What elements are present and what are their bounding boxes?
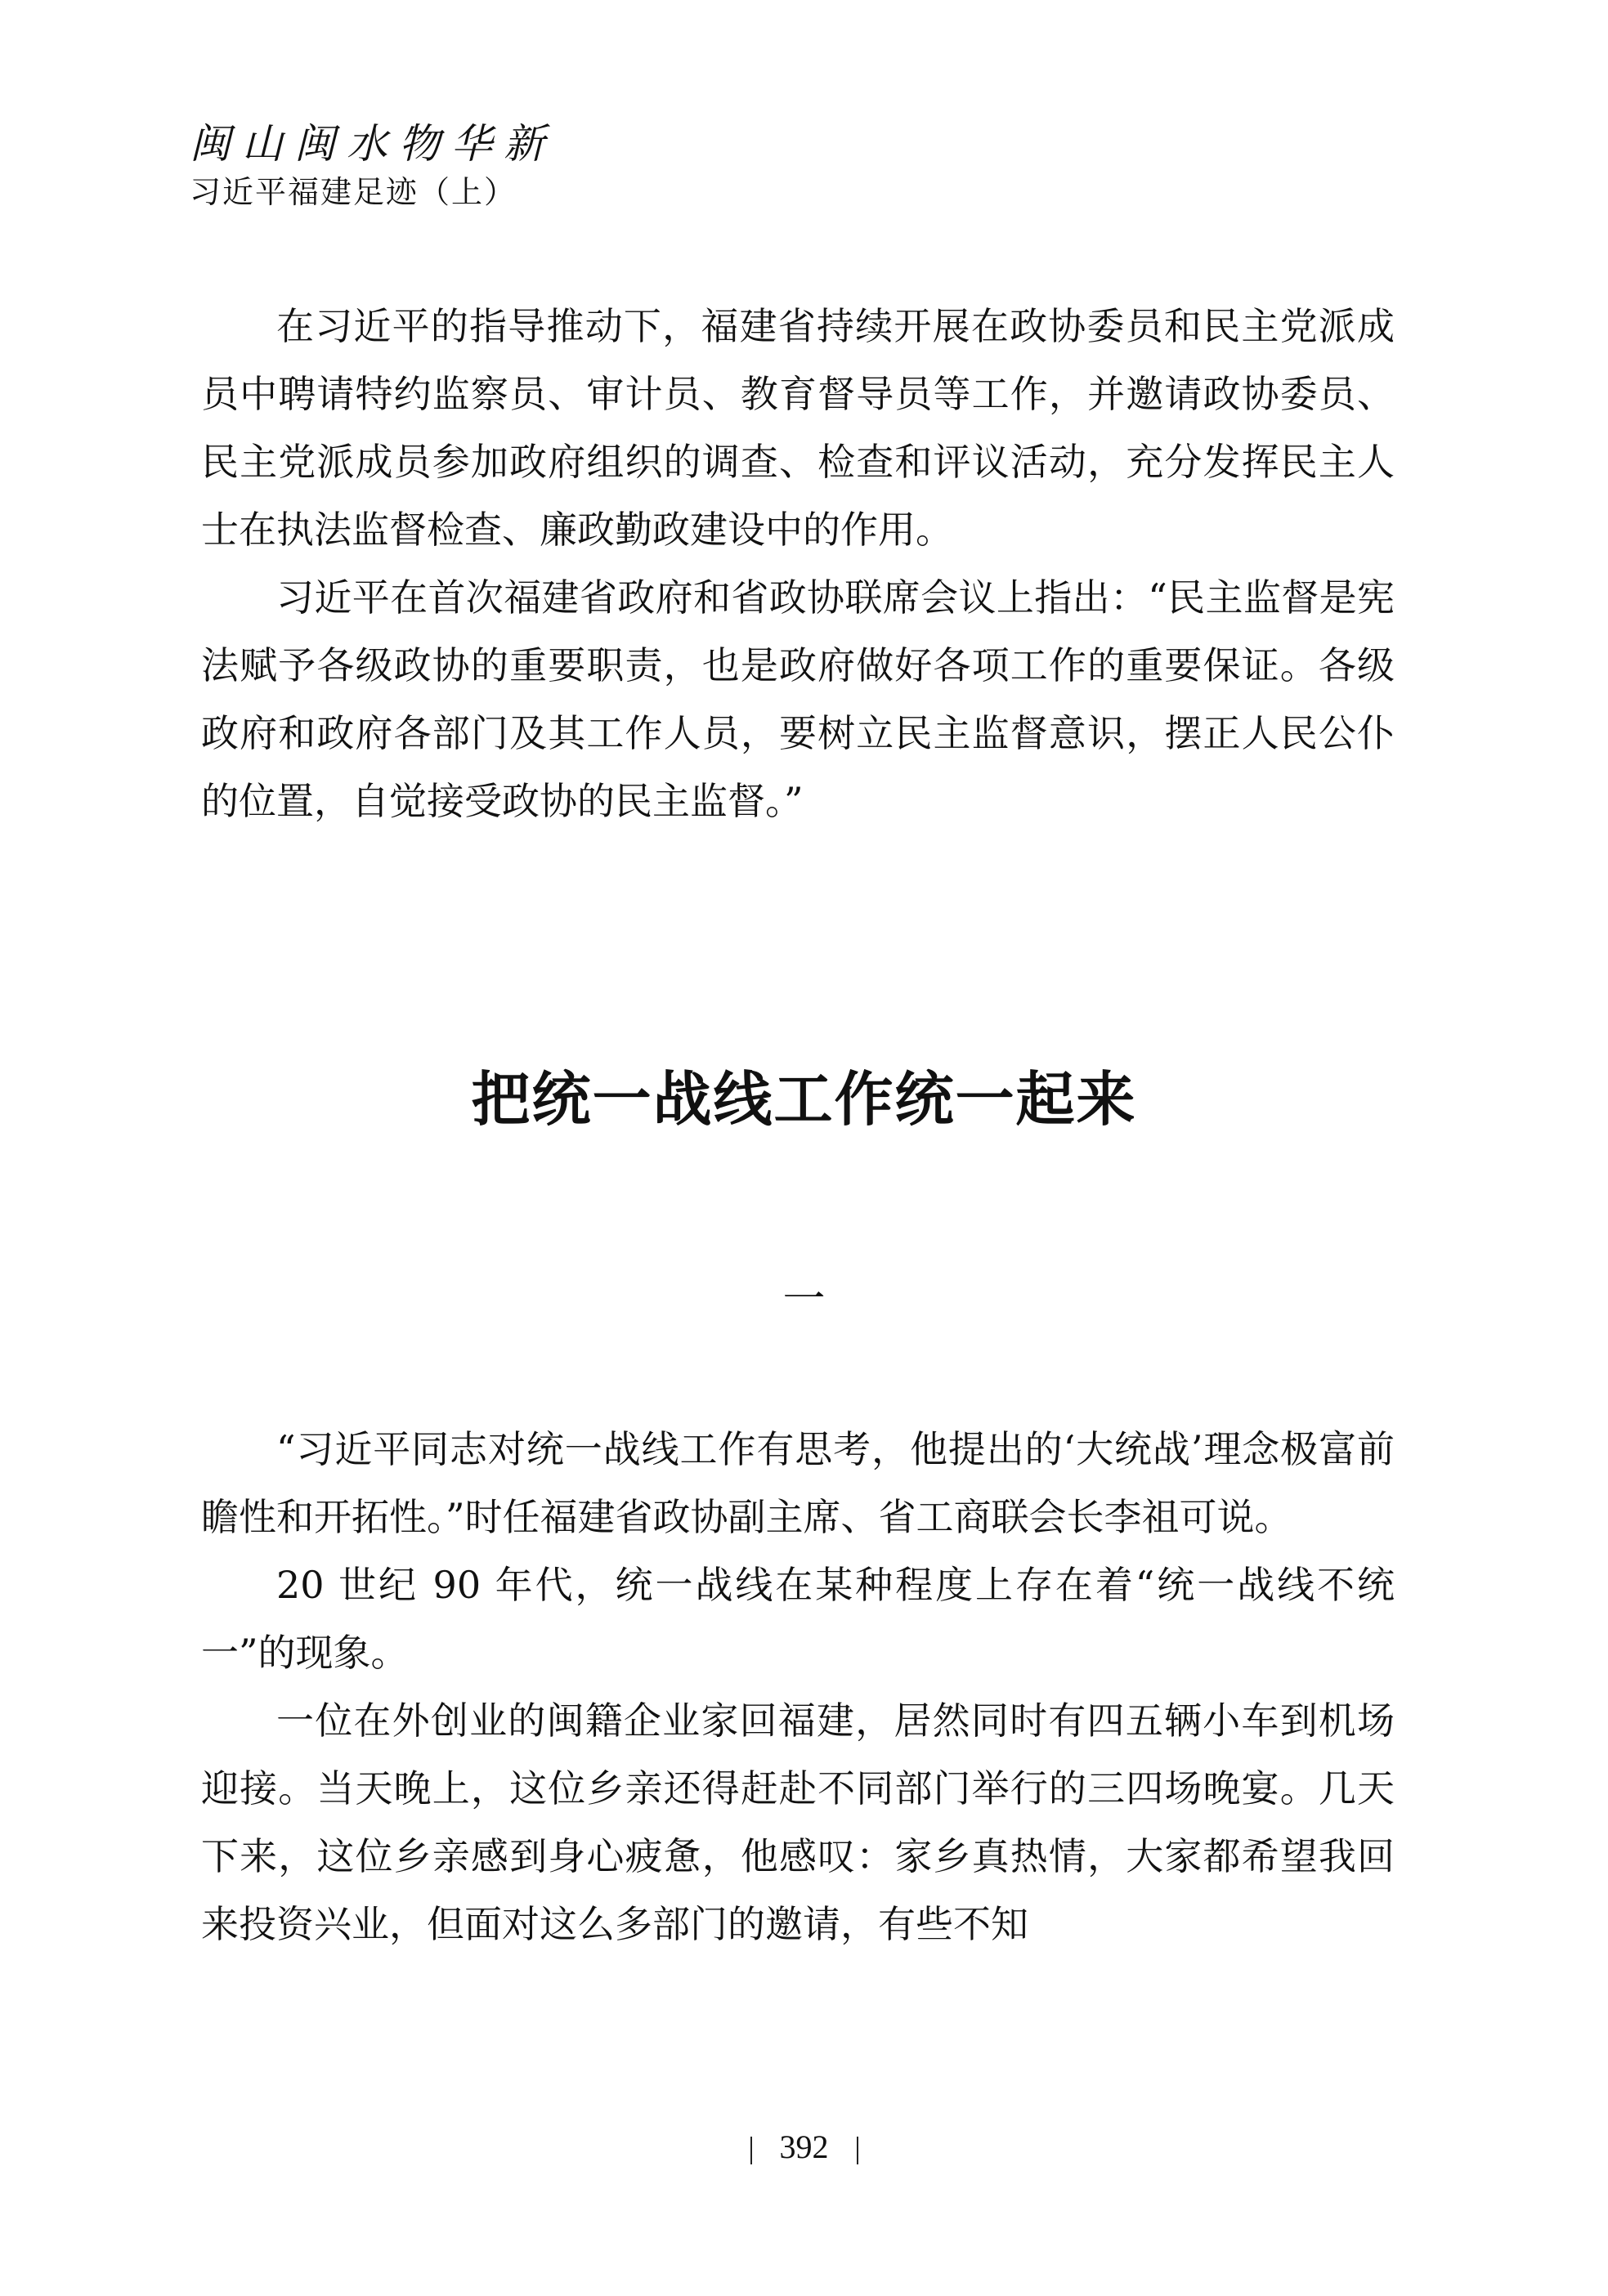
page-number: 392 bbox=[779, 2128, 829, 2165]
chapter-title: 把统一战线工作统一起来 bbox=[471, 1064, 1137, 1134]
footer-left-rule bbox=[750, 2137, 752, 2164]
book-subtitle: 习近平福建足迹（上） bbox=[190, 174, 517, 210]
page-footer bbox=[0, 2127, 1608, 2168]
paragraph: “习近平同志对统一战线工作有思考，他提出的‘大统战’理念极富前瞻性和开拓性。”时任福建省政协副主席、省工商联会长李祖可说。 bbox=[201, 1427, 1395, 1539]
bottom-text-block bbox=[201, 1416, 1395, 1958]
paragraph: 20 世纪 90 年代，统一战线在某种程度上存在着“统一战线不统一”的现象。 bbox=[201, 1563, 1395, 1675]
paragraph: 在习近平的指导推动下，福建省持续开展在政协委员和民主党派成员中聘请特约监察员、审计员、教育督导员等工作，并邀请政协委员、民主党派成员参加政府组织的调查、检查和评议活动，充分发挥民主人士在执法监督检查、廉政勤政建设中的作用。 bbox=[201, 304, 1395, 552]
top-text-block bbox=[201, 293, 1395, 835]
paragraph: 一位在外创业的闽籍企业家回福建，居然同时有四五辆小车到机场迎接。当天晚上，这位乡亲还得赶赴不同部门举行的三四场晚宴。几天下来，这位乡亲感到身心疲惫，他感叹：家乡真热情，大家都希望我回来投资兴业，但面对这么多部门的邀请，有些不知 bbox=[201, 1699, 1395, 1946]
book-title: 闽山闽水物华新 bbox=[190, 120, 556, 168]
section-number: 一 bbox=[782, 1275, 826, 1324]
footer-right-rule bbox=[857, 2137, 858, 2164]
running-header bbox=[190, 119, 556, 211]
paragraph: 习近平在首次福建省政府和省政协联席会议上指出：“民主监督是宪法赋予各级政协的重要职责，也是政府做好各项工作的重要保证。各级政府和政府各部门及其工作人员，要树立民主监督意识，摆正人民公仆的位置，自觉接受政协的民主监督。” bbox=[201, 575, 1395, 823]
